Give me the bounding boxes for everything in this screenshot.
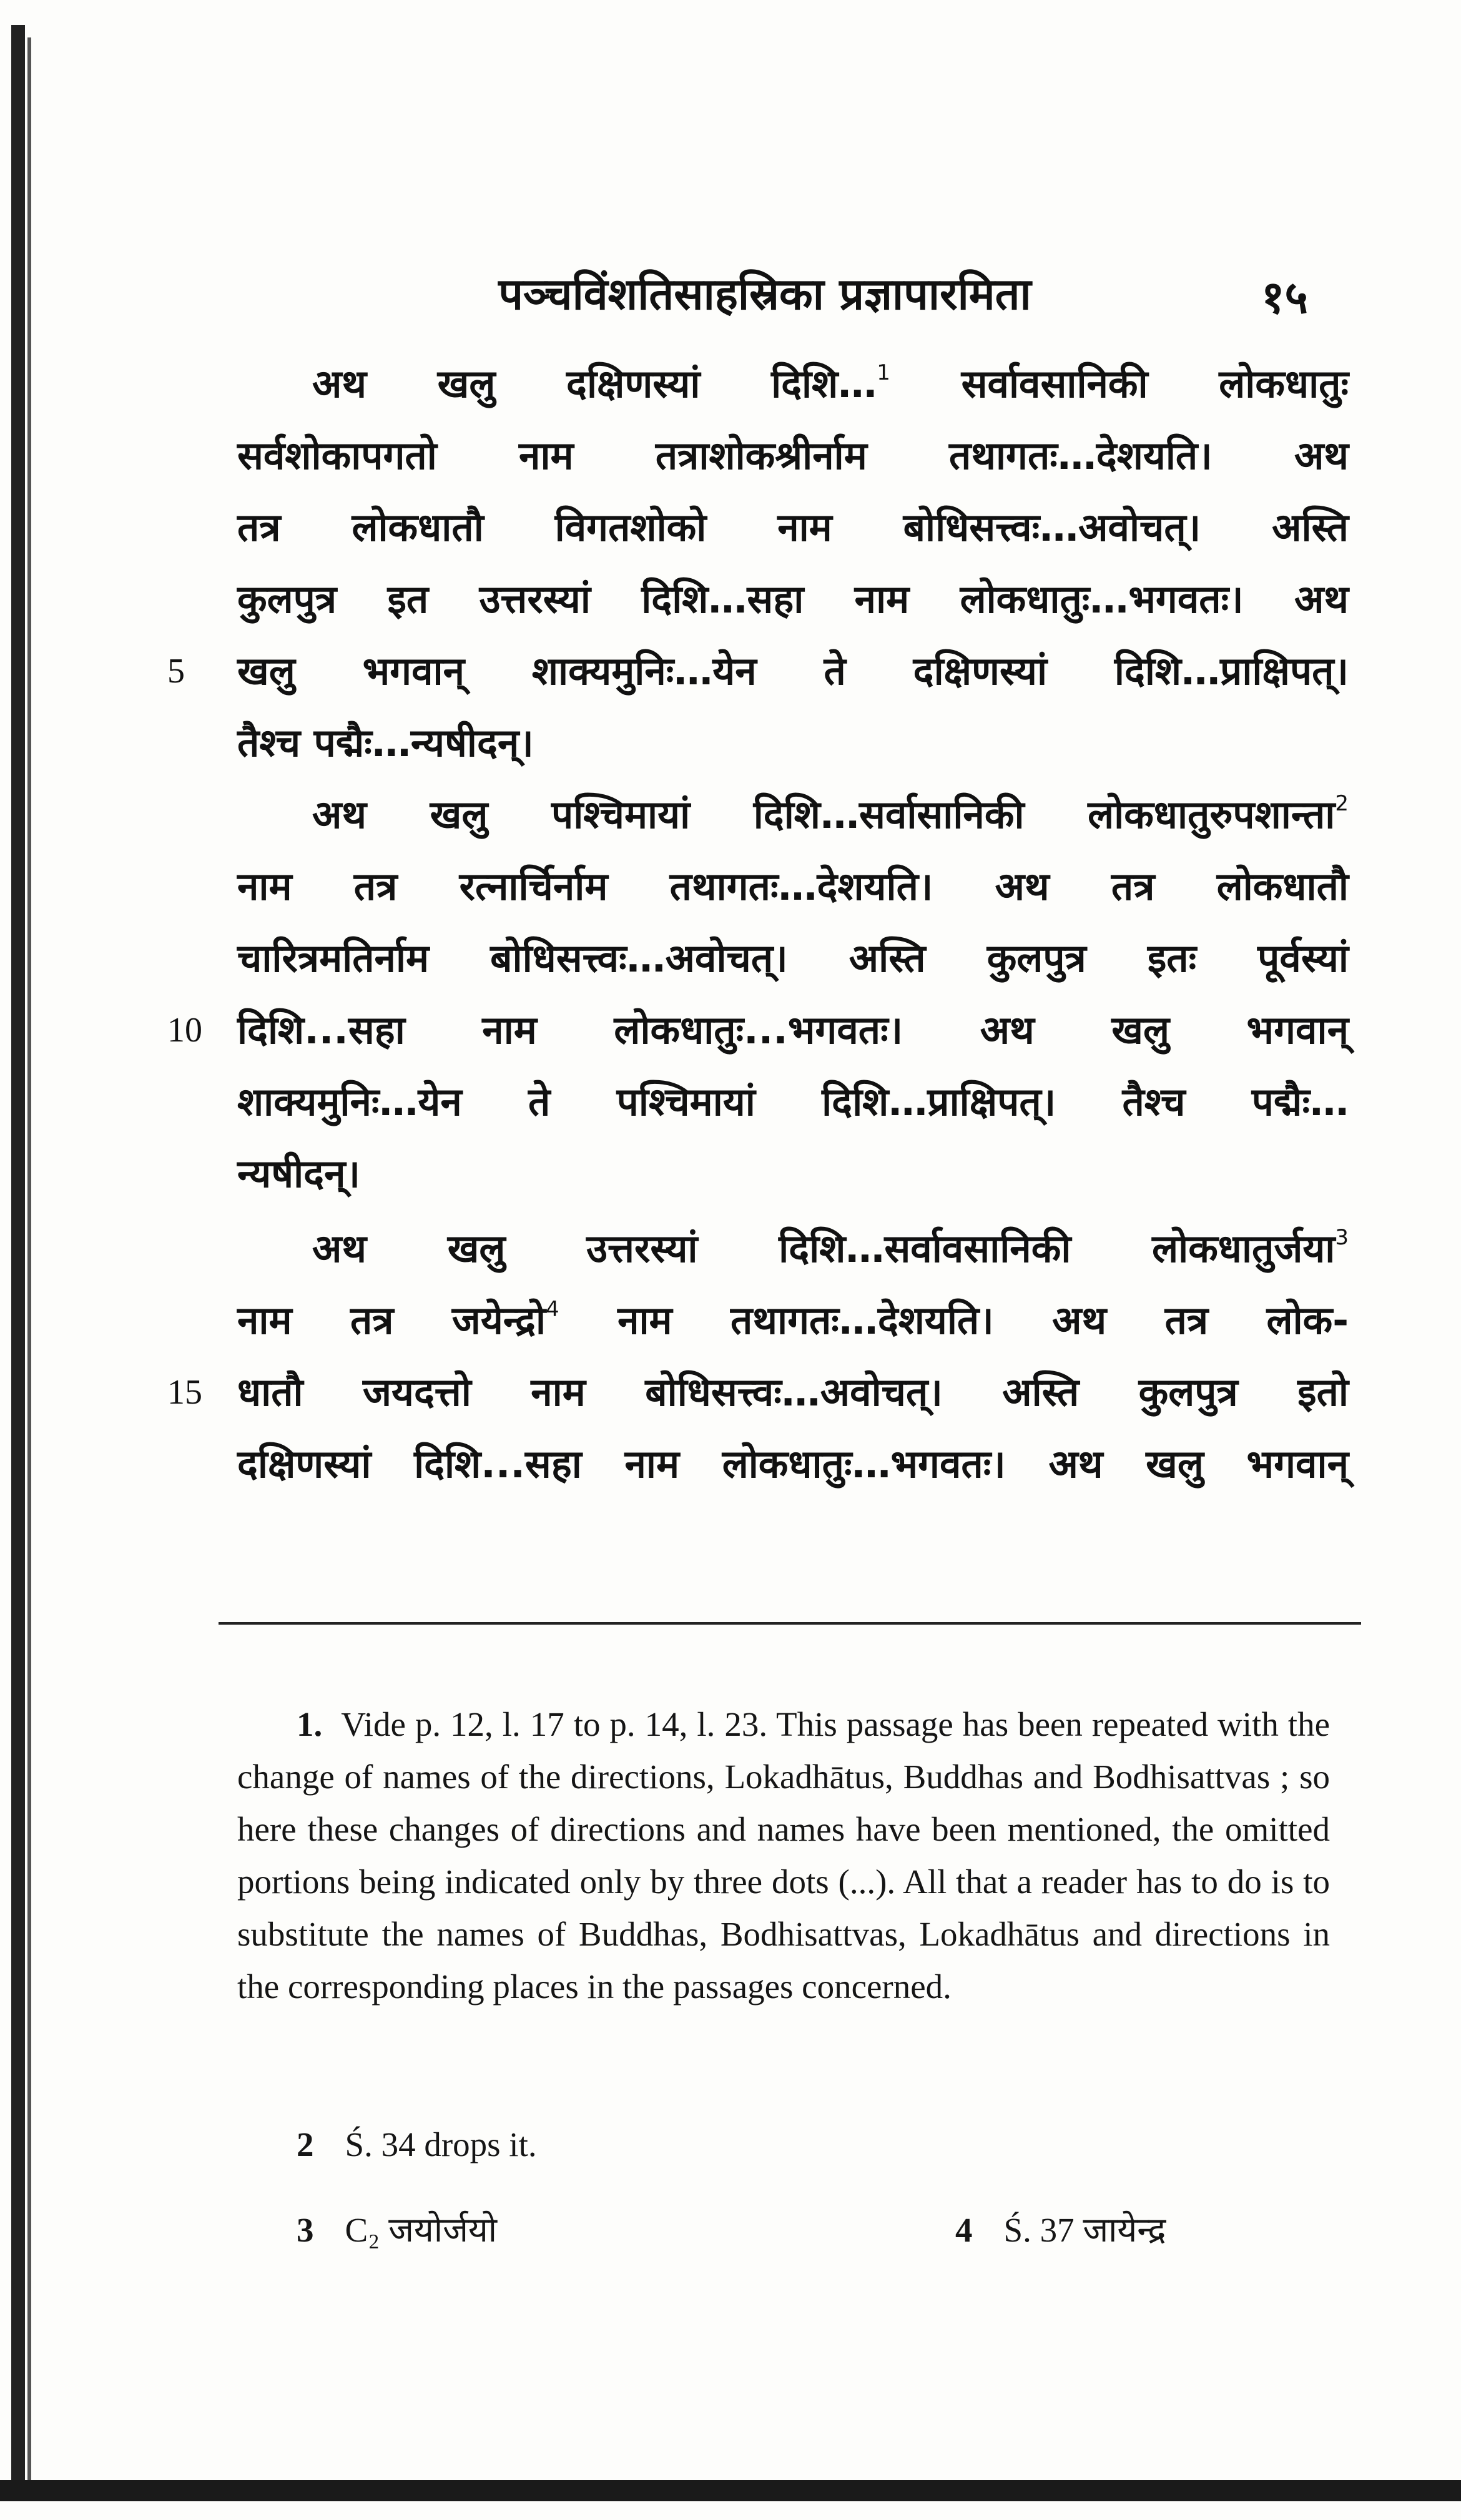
footnote-4 bbox=[955, 2208, 1166, 2252]
footnote-4-number: 4 bbox=[955, 2211, 973, 2249]
footnote-marker-3: 3 bbox=[1335, 1225, 1349, 1250]
footnote-2-text: Ś. 34 drops it. bbox=[345, 2125, 537, 2163]
line-number-5: 5 bbox=[167, 652, 185, 691]
footnote-2-number: 2 bbox=[297, 2125, 314, 2163]
text-line-11: शाक्यमुनिः…येन ते पश्चिमायां दिशि…प्राक्षिपत्। तैश्च पद्मैः… bbox=[237, 1079, 1349, 1125]
scan-left-edge bbox=[11, 25, 25, 2498]
footnote-2 bbox=[297, 2123, 537, 2167]
text-line-5: खलु भगवान् शाक्यमुनिः…येन ते दक्षिणस्यां दिशि…प्राक्षिपत्। bbox=[237, 648, 1349, 694]
text-line-9: चारित्रमतिर्नाम बोधिसत्त्वः…अवोचत्। अस्ति कुलपुत्र इतः पूर्वस्यां bbox=[237, 935, 1349, 981]
text-line-1: अथ खलु दक्षिणस्यां दिशि…$^1$ सर्वावसानिकी लोकधातुः bbox=[312, 360, 1349, 406]
text-line-12: न्यषीदन्। bbox=[237, 1151, 360, 1196]
text-line-15: धातौ जयदत्तो नाम बोधिसत्त्वः…अवोचत्। अस्ति कुलपुत्र इतो bbox=[237, 1369, 1349, 1415]
text-line-6: तैश्च पद्मैः…न्यषीदन्। bbox=[237, 720, 534, 765]
footnote-1 bbox=[237, 1698, 1330, 2013]
footnote-1-text: Vide p. 12, l. 17 to p. 14, l. 23. This passage has been repeated with the change of names of the directions, Lokadhātus, Buddhas and Bodhisattvas ; so here these changes of directions and names have been mentioned, the omitted portions being indicated only by three dots (...). All that a reader has to do is to substitute the names of Buddhas, Bodhisattvas, Lokadhātus and directions in the corresponding places in the passages concerned. bbox=[237, 1705, 1330, 2006]
text-line-10: दिशि...सहा नाम लोकधातुः...भगवतः। अथ खलु भगवान् bbox=[237, 1007, 1349, 1053]
text-line-8: नाम तत्र रत्नार्चिर्नाम तथागतः…देशयति। अथ तत्र लोकधातौ bbox=[237, 864, 1349, 909]
footnote-3 bbox=[297, 2208, 497, 2252]
footnote-separator bbox=[219, 1622, 1361, 1625]
line-number-15: 15 bbox=[167, 1373, 202, 1412]
text-line-13: अथ खलु उत्तरस्यां दिशि…सर्वावसानिकी लोकधातुर्जया$^3$ bbox=[312, 1225, 1349, 1271]
text-line-3: तत्र लोकधातौ विगतशोको नाम बोधिसत्त्वः…अवोचत्। अस्ति bbox=[237, 504, 1349, 550]
scan-left-edge-shadow bbox=[27, 37, 31, 2491]
footnote-marker-2: 2 bbox=[1335, 791, 1349, 816]
footnote-4-text: Ś. 37 जायेन्द्र bbox=[1003, 2211, 1166, 2249]
footnote-marker-4: 4 bbox=[546, 1297, 559, 1322]
running-title: पञ्चविंशतिसाहस्रिका प्रज्ञापारमिता bbox=[498, 268, 1031, 320]
footnote-3-number: 3 bbox=[297, 2211, 314, 2249]
text-line-16: दक्षिणस्यां दिशि...सहा नाम लोकधातुः…भगवतः। अथ खलु भगवान् bbox=[237, 1441, 1349, 1487]
scan-bottom-edge bbox=[0, 2480, 1461, 2501]
line-number-10: 10 bbox=[167, 1011, 202, 1050]
page-number: १५ bbox=[1261, 271, 1308, 323]
footnote-3-text: C₂ जयोर्जयो bbox=[345, 2211, 498, 2249]
footnote-marker-1: 1 bbox=[877, 360, 890, 385]
text-line-14: नाम तत्र जयेन्द्रो$^4$ नाम तथागतः…देशयति। अथ तत्र लोक- bbox=[237, 1297, 1349, 1343]
text-line-2: सर्वशोकापगतो नाम तत्राशोकश्रीर्नाम तथागतः…देशयति। अथ bbox=[237, 433, 1349, 478]
text-line-7: अथ खलु पश्चिमायां दिशि…सर्वासानिकी लोकधातुरुपशान्ता$^2$ bbox=[312, 791, 1349, 837]
footnote-1-number: 1. bbox=[297, 1705, 323, 1743]
text-line-4: कुलपुत्र इत उत्तरस्यां दिशि…सहा नाम लोकधातुः…भगवतः। अथ bbox=[237, 576, 1349, 622]
